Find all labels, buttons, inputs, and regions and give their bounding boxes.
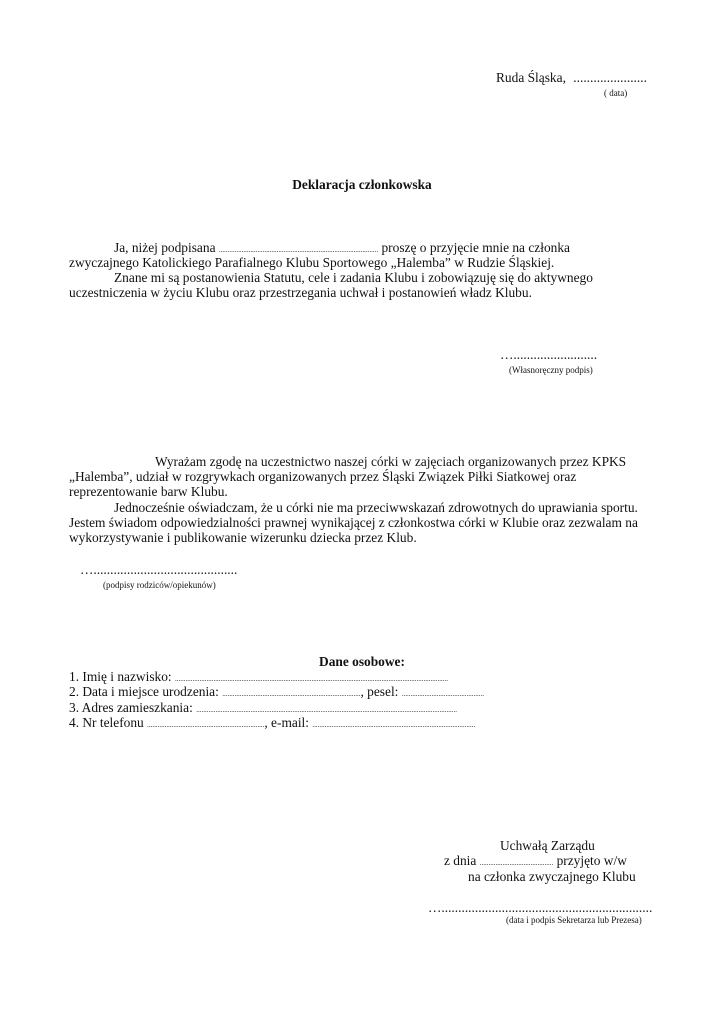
consent-line-3: reprezentowanie barw Klubu. <box>69 484 228 499</box>
consent-line-4: Jednocześnie oświadczam, że u córki nie ma przeciwwskazań zdrowotnych do uprawiania sportu. <box>114 500 638 515</box>
pesel-label: , pesel: <box>360 684 399 699</box>
own-signature-caption: (Własnoręczny podpis) <box>509 365 593 375</box>
date-caption: ( data) <box>604 88 628 98</box>
board-signature-field[interactable]: …............................................................... <box>428 900 653 915</box>
board-member-line: na członka zwyczajnego Klubu <box>468 869 636 884</box>
declaration-intro: Ja, niżej podpisana <box>114 240 216 255</box>
consent-line-1: Wyrażam zgodę na uczestnictwo naszej córki w zajęciach organizowanych przez KPKS <box>155 454 627 469</box>
board-accepted-label: przyjęto w/w <box>556 853 627 868</box>
pesel-field[interactable]: ............................................... <box>401 690 484 698</box>
declaration-request: proszę o przyjęcie mnie na członka <box>381 240 570 255</box>
declaration-line-2: zwyczajnego Katolickiego Parafialnego Klubu Sportowego „Halemba” w Rudzie Śląskiej. <box>69 255 555 270</box>
board-date-label: z dnia <box>444 853 477 868</box>
declaration-line-3: Znane mi są postanowienia Statutu, cele i zadania Klubu i zobowiązuję się do aktywnego <box>114 270 593 285</box>
place-label: Ruda Śląska, <box>496 70 566 85</box>
phone-field[interactable]: ................................................................... <box>147 721 265 729</box>
board-date-field[interactable]: .......................................... <box>479 859 554 867</box>
board-resolution-title: Uchwałą Zarządu <box>500 838 595 853</box>
name-field[interactable]: ............................................................................................................................................................ <box>175 675 448 683</box>
email-label: , e-mail: <box>264 715 309 730</box>
parent-signature-caption: (podpisy rodziców/opiekunów) <box>103 580 216 590</box>
personal-contact-row <box>69 715 475 733</box>
address-field[interactable]: ..................................................................................................................................................... <box>196 706 457 714</box>
address-label: 3. Adres zamieszkania: <box>69 700 193 715</box>
own-signature-field[interactable]: …......................... <box>500 347 598 362</box>
place-date-line <box>496 70 647 85</box>
board-signature-caption: (data i podpis Sekretarza lub Prezesa) <box>506 915 642 925</box>
consent-line-2: „Halemba”, udział w rozgrywkach organizowanych przez Śląski Związek Piłki Siatkowej oraz <box>69 469 577 484</box>
birth-label: 2. Data i miejsce urodzenia: <box>69 684 219 699</box>
page-title: Deklaracja członkowska <box>292 177 432 192</box>
personal-data-title: Dane osobowe: <box>319 654 405 669</box>
declarant-name-field[interactable]: ........................................................................................... <box>218 246 379 254</box>
email-field[interactable]: ............................................................................................. <box>312 721 476 729</box>
name-label: 1. Imię i nazwisko: <box>69 669 172 684</box>
birth-field[interactable]: ............................................................................... <box>222 690 361 698</box>
declaration-line-4: uczestniczenia w życiu Klubu oraz przestrzegania uchwał i postanowień władz Klubu. <box>69 285 532 300</box>
consent-line-6: wykorzystywanie i publikowanie wizerunku dziecka przez Klub. <box>69 530 417 545</box>
phone-label: 4. Nr telefonu <box>69 715 144 730</box>
consent-line-5: Jestem świadom odpowiedzialności prawnej wynikającej z członkostwa córki w Klubie oraz zezwalam na <box>69 515 638 530</box>
date-field[interactable]: ...................... <box>573 70 647 85</box>
parent-signature-field[interactable]: …........................................... <box>80 562 238 577</box>
